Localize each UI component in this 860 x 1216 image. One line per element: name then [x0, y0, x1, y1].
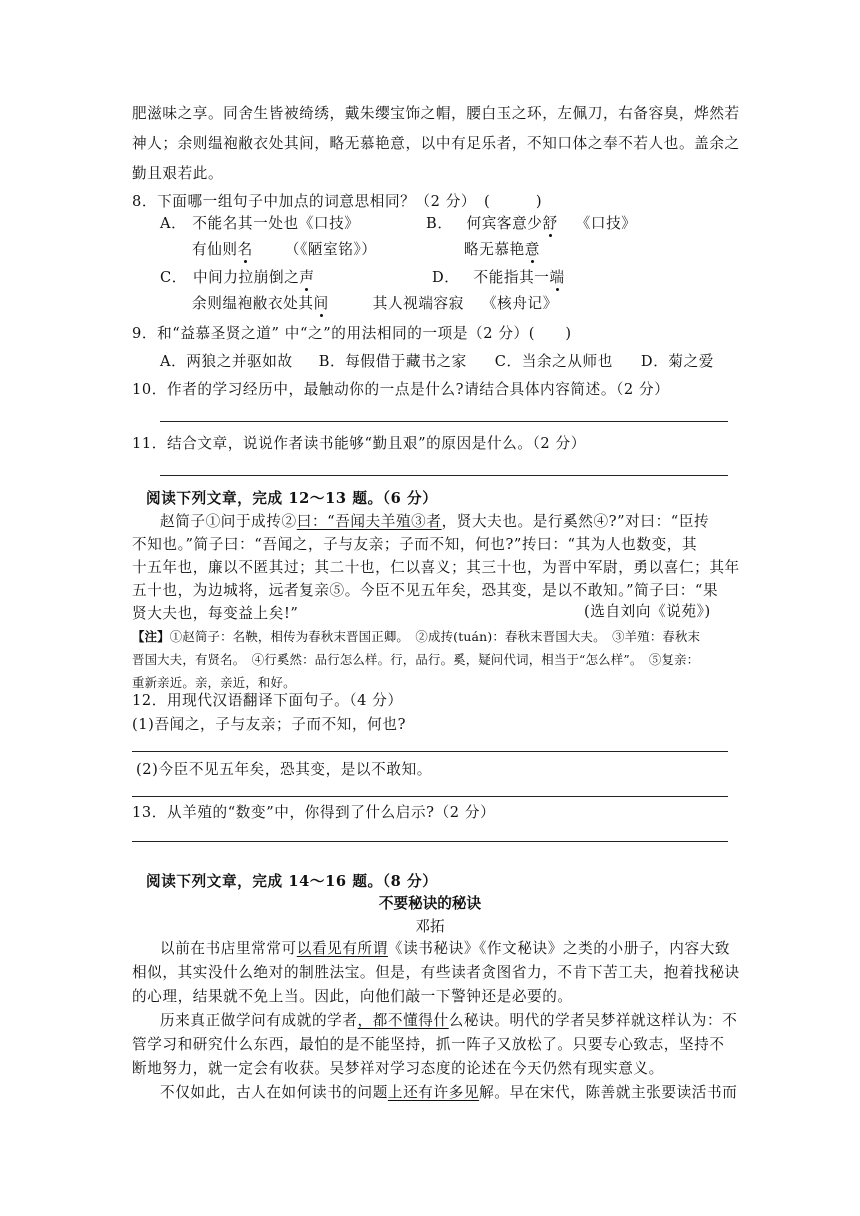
- underlined-text: 以看见有所谓: [296, 940, 388, 957]
- dotted-char: 意: [524, 241, 540, 258]
- note-line: 重新亲近。亲，亲近，和好。: [132, 675, 296, 690]
- option-text: 何宾客意少: [466, 215, 543, 232]
- q12-sentence-2: (2)今臣不见五年矣，恐其变，是以不敢知。: [136, 761, 432, 778]
- option-text: 不能指其一: [473, 269, 550, 286]
- option-text: 不能名其一处也《口技》: [192, 215, 360, 232]
- source-citation: (选自刘向《说苑》): [584, 603, 711, 620]
- note-label: 【注】: [132, 629, 170, 644]
- option-label: C．: [160, 269, 187, 286]
- passage-line: 十五年也，廉以不匿其过；其二十也，仁以喜义；其三十也，为晋中军尉，勇以喜仁；其年: [132, 559, 740, 576]
- dotted-char: 间: [313, 295, 329, 312]
- answer-line[interactable]: [160, 421, 728, 422]
- q9-option-a: A．两狼之并驱如故: [160, 353, 293, 370]
- option-label: B．: [426, 215, 453, 232]
- section-heading: 阅读下列文章，完成 14～16 题。（8 分）: [146, 873, 438, 890]
- source-ref: 《口技》: [575, 215, 637, 232]
- passage-line: 管学习和研究什么东西，最怕的是不能坚持，抓一阵子又放松了。只要专心致志，坚持不: [132, 1036, 725, 1053]
- source-ref: （《陋室铭》）: [284, 241, 377, 258]
- note-text: ①赵简子：名鞅，相传为春秋末晋国正卿。 ②成抟(tuán)：春秋末晋国大夫。 ③羊殖：春秋末: [169, 629, 701, 644]
- q8-option-a: [160, 214, 359, 234]
- q8-option-a-line2: [192, 240, 377, 260]
- source-ref: 《核舟记》: [481, 295, 558, 312]
- q8-option-b-line2: [464, 240, 540, 260]
- q9-option-c: C．当余之从师也: [494, 353, 613, 370]
- passage-line: 历来真正做学问有成就的学者，都不懂得什么秘诀。明代的学者吴梦祥就这样认为：不: [160, 1012, 738, 1029]
- passage-line: 勤且艰若此。: [132, 165, 224, 182]
- passage-line: 相似，其实没什么绝对的制胜法宝。但是，有些读者贪图省力，不肯下苦工夫，抱着找秘诀: [132, 964, 740, 981]
- article-author: 邓拓: [415, 918, 445, 935]
- question-12-stem: 12．用现代汉语翻译下面句子。（4 分）: [132, 692, 403, 709]
- note-line: [132, 627, 700, 647]
- underlined-text: ，都不懂得什: [357, 1012, 449, 1029]
- question-10-stem: 10．作者的学习经历中，最触动你的一点是什么?请结合具体内容简述。（2 分）: [132, 381, 670, 398]
- dotted-char: 声: [299, 269, 315, 286]
- passage-line: 赵简子①问于成抟②曰：“吾闻夫羊殖③者，贤大夫也。是行奚然④?”对曰：“臣抟: [160, 513, 710, 530]
- answer-line[interactable]: [132, 841, 728, 842]
- q9-option-d: D．菊之爱: [640, 353, 714, 370]
- q8-option-c-line2: [192, 294, 558, 314]
- q9-options: [160, 352, 714, 372]
- passage-line: 不仅如此，古人在如何读书的问题上还有许多见解。早在宋代，陈善就主张要读活书而: [160, 1084, 738, 1101]
- answer-line[interactable]: [132, 796, 728, 797]
- option-label: D．: [432, 269, 460, 286]
- passage-line: 神人；余则缊袍敝衣处其间，略无慕艳意，以中有足乐者，不知口体之奉不若人也。盖余之: [132, 135, 740, 152]
- q8-option-d: [432, 268, 565, 288]
- q8-option-c: [160, 268, 315, 288]
- note-line: 晋国大夫，有贤名。 ④行奚然：品行怎么样。行，品行。奚，疑问代词，相当于“怎么样”。 ⑤复亲：: [132, 652, 700, 667]
- option-text: 中间力拉崩倒之: [192, 269, 300, 286]
- passage-line: 的心理，结果就不免上当。因此，向他们敲一下警钟还是必要的。: [132, 988, 573, 1005]
- passage-line: 不知也。”简子曰：“吾闻之，子与友亲；子而不知，何也?”抟曰：“其为人也数变，其: [132, 536, 698, 553]
- option-text: 余则缊袍敝衣处其: [192, 295, 314, 312]
- option-text: 有仙则: [192, 241, 238, 258]
- option-text: 略无慕艳: [464, 241, 525, 258]
- option-label: A．: [160, 215, 187, 232]
- underlined-text: 上还有许多见: [387, 1084, 480, 1101]
- article-title: 不要秘诀的秘诀: [378, 895, 482, 912]
- section-heading: 阅读下列文章，完成 12～13 题。（6 分）: [146, 490, 438, 507]
- answer-line[interactable]: [132, 751, 728, 752]
- passage-line: 肥滋味之享。同舍生皆被绮绣，戴朱缨宝饰之帽，腰白玉之环，左佩刀，右备容臭，烨然若: [132, 105, 740, 122]
- q12-sentence-1: (1)吾闻之，子与友亲；子而不知，何也?: [132, 716, 406, 733]
- dotted-char: 名: [237, 241, 253, 258]
- dotted-char: 端: [549, 269, 565, 286]
- answer-line[interactable]: [160, 475, 728, 476]
- passage-line: 以前在书店里常常可以看见有所谓《读书秘诀》《作文秘诀》之类的小册子，内容大致: [160, 940, 731, 957]
- question-13-stem: 13．从羊殖的“数变”中，你得到了什么启示?（2 分）: [132, 804, 496, 821]
- passage-line: 贤大夫也，每变益上矣!”: [132, 605, 299, 622]
- q9-option-b: B．每假借于藏书之家: [318, 353, 467, 370]
- q8-option-b: [426, 214, 637, 234]
- question-9-stem: 9．和“益慕圣贤之道” 中“之”的用法相同的一项是（2 分）( ): [132, 325, 572, 342]
- question-11-stem: 11．结合文章，说说作者读书能够“勤且艰”的原因是什么。（2 分）: [132, 435, 586, 452]
- question-8-stem: 8．下面哪一组句子中加点的词意思相同？（2 分） ( ): [132, 193, 543, 210]
- option-text: 其人视端容寂: [372, 295, 464, 312]
- underlined-text: 曰：“吾闻夫羊殖③者: [296, 513, 442, 530]
- dotted-char: 舒: [542, 215, 558, 232]
- passage-line: 断地努力，就一定会有收获。吴梦祥对学习态度的论述在今天仍然有现实意义。: [132, 1060, 664, 1077]
- passage-line: 五十也，为边城将，远者复亲⑤。今臣不见五年矣，恐其变，是以不敢知。”简子曰：“果: [132, 582, 719, 599]
